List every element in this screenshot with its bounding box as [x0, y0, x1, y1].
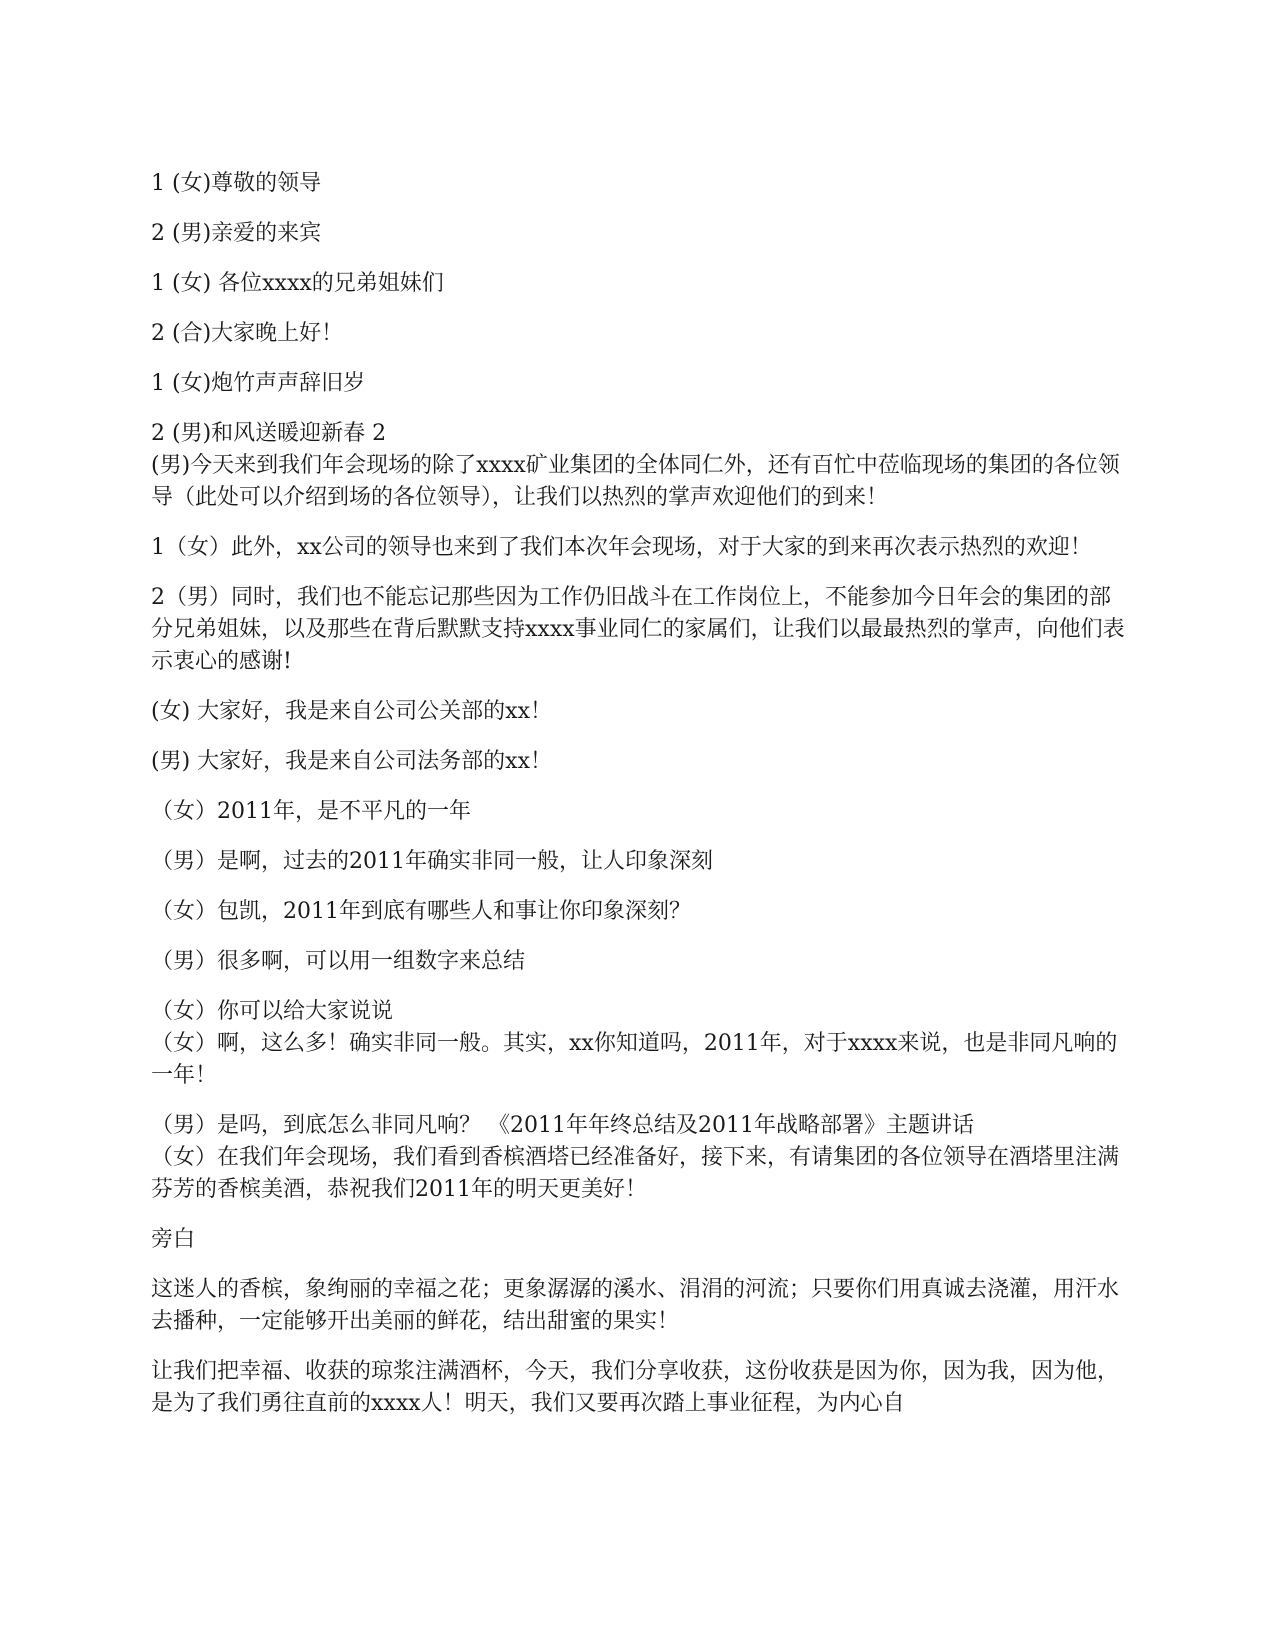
paragraph: 1 (女)炮竹声声辞旧岁 [151, 371, 366, 396]
paragraph: 2 (男)亲爱的来宾 [151, 221, 322, 246]
section-heading: 旁白 [151, 1227, 196, 1252]
paragraph: 2（男）同时，我们也不能忘记那些因为工作仍旧战斗在工作岗位上，不能参加今日年会的集团的部分兄弟姐妹，以及那些在背后默默支持xxxx事业同仁的家属们，让我们以最最热烈的掌声，向他们表示衷心的感谢! [151, 585, 1125, 674]
paragraph: (男)今天来到我们年会现场的除了xxxx矿业集团的全体同仁外，还有百忙中莅临现场的集团的各位领导（此处可以介绍到场的各位领导），让我们以热烈的掌声欢迎他们的到来！ [151, 453, 1120, 510]
paragraph: （女）你可以给大家说说 [151, 999, 394, 1024]
paragraph: 1 (女) 各位xxxx的兄弟姐妹们 [151, 271, 444, 296]
paragraph: （男）是啊，过去的2011年确实非同一般，让人印象深刻 [151, 849, 713, 874]
paragraph: （女）包凯，2011年到底有哪些人和事让你印象深刻？ [151, 899, 691, 924]
paragraph: 让我们把幸福、收获的琼浆注满酒杯，今天，我们分享收获，这份收获是因为你，因为我，因为他，是为了我们勇往直前的xxxx人！明天，我们又要再次踏上事业征程，为内心自 [151, 1359, 1120, 1416]
paragraph: (女) 大家好，我是来自公司公关部的xx！ [151, 699, 552, 724]
paragraph: 1 (女)尊敬的领导 [151, 171, 322, 196]
paragraph: （男）是吗，到底怎么非同凡响？ 《2011年年终总结及2011年战略部署》主题讲话 [151, 1113, 974, 1138]
paragraph: 2 (男)和风送暖迎新春 2 [151, 421, 387, 446]
paragraph: （男）很多啊，可以用一组数字来总结 [151, 949, 526, 974]
paragraph: （女）在我们年会现场，我们看到香槟酒塔已经准备好，接下来，有请集团的各位领导在酒塔里注满芬芳的香槟美酒，恭祝我们2011年的明天更美好！ [151, 1145, 1120, 1202]
paragraph: （女）啊，这么多！确实非同一般。其实，xx你知道吗，2011年，对于xxxx来说，也是非同凡响的一年！ [151, 1031, 1118, 1088]
paragraph: （女）2011年，是不平凡的一年 [151, 799, 471, 824]
paragraph: 1（女）此外，xx公司的领导也来到了我们本次年会现场，对于大家的到来再次表示热烈的欢迎！ [151, 535, 1092, 560]
paragraph: 这迷人的香槟，象绚丽的幸福之花；更象潺潺的溪水、涓涓的河流；只要你们用真诚去浇灌，用汗水去播种，一定能够开出美丽的鲜花，结出甜蜜的果实！ [151, 1277, 1120, 1334]
paragraph: 2 (合)大家晚上好！ [151, 321, 344, 346]
document-body [151, 168, 1131, 1438]
paragraph: (男) 大家好，我是来自公司法务部的xx！ [151, 749, 552, 774]
